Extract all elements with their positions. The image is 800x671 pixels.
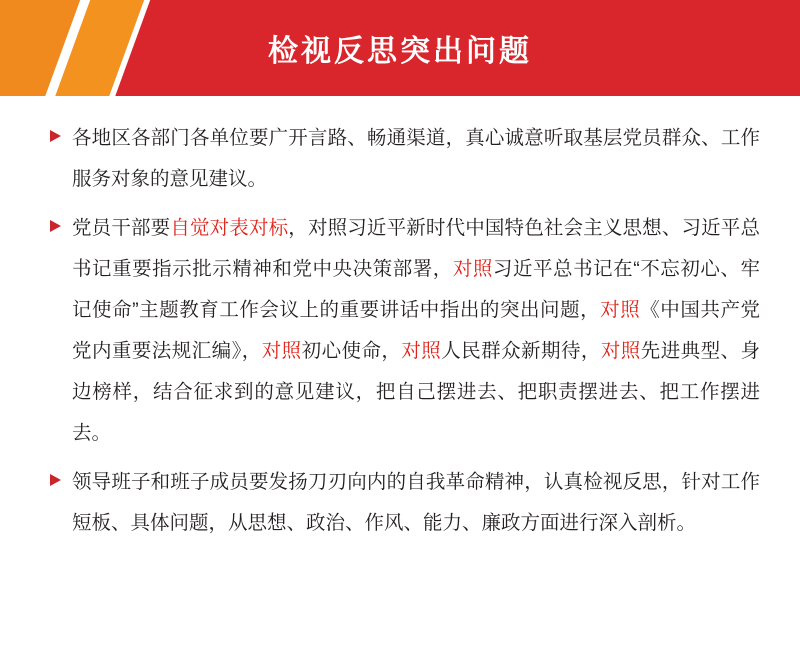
triangle-right-icon [48, 462, 72, 487]
run-p2-5-highlight: 对照 [600, 299, 641, 321]
content-body [0, 96, 800, 544]
paragraph-2 [48, 208, 760, 454]
paragraph-2-text [72, 208, 760, 454]
paragraph-1 [48, 118, 760, 200]
run-p2-8: 初心使命， [301, 340, 402, 362]
run-p2-10: 人民群众新期待， [441, 340, 601, 362]
paragraph-1-text [72, 118, 760, 200]
run-p2-6: 《中国共产党党内重要法规汇编》， [72, 299, 760, 362]
triangle-right-icon [48, 118, 72, 143]
run-p2-3-highlight: 对照 [452, 258, 493, 280]
run-p1-0: 各地区各部门各单位要广开言路、畅通渠道，真心诚意听取基层党员群众、工作服务对象的意见建议。 [72, 127, 760, 190]
run-p2-4: 习近平总书记在“不忘初心、牢记使命”主题教育工作会议上的重要讲话中指出的突出问题， [72, 258, 760, 321]
run-p2-1-highlight: 自觉对表对标 [170, 217, 289, 239]
paragraph-3-text [72, 462, 760, 544]
page-title: 检视反思突出问题 [268, 35, 532, 68]
triangle-right-icon [48, 208, 72, 233]
run-p2-7-highlight: 对照 [261, 340, 302, 362]
run-p2-12: 先进典型、身边榜样，结合征求到的意见建议，把自己摆进去、把职责摆进去、把工作摆进去。 [72, 340, 760, 444]
run-p2-9-highlight: 对照 [401, 340, 442, 362]
run-p2-2: ，对照习近平新时代中国特色社会主义思想、习近平总书记重要指示批示精神和党中央决策部署， [72, 217, 760, 280]
paragraph-3 [48, 462, 760, 544]
run-p3-0: 领导班子和班子成员要发扬刀刃向内的自我革命精神，认真检视反思，针对工作短板、具体问题，从思想、政治、作风、能力、廉政方面进行深入剖析。 [72, 471, 760, 534]
header-banner [0, 0, 800, 96]
run-p2-0: 党员干部要 [72, 217, 171, 239]
run-p2-11-highlight: 对照 [600, 340, 641, 362]
